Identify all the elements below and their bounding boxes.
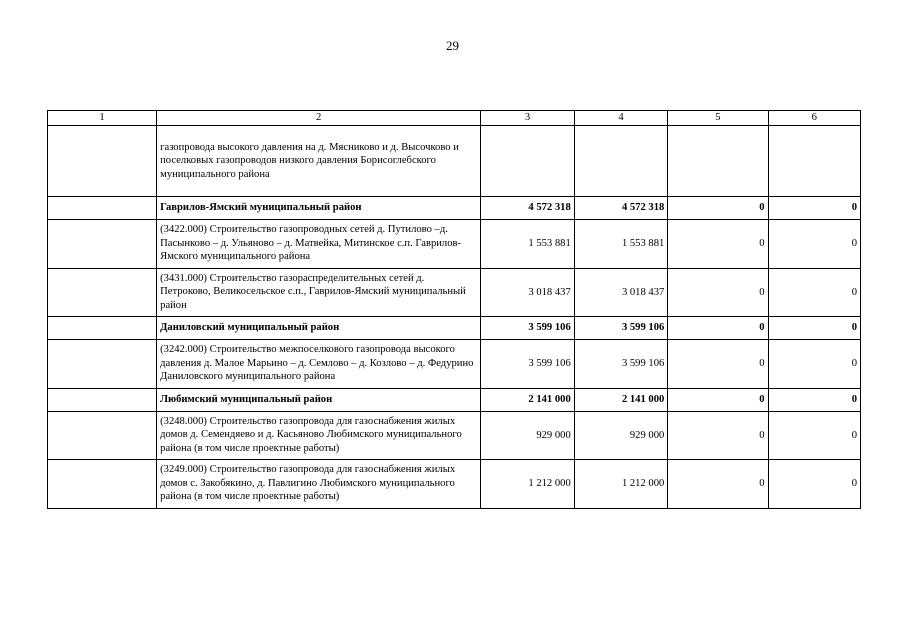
cell-number [48,197,157,220]
cell-number [48,126,157,197]
table-body [48,126,861,509]
cell-amount: 4 572 318 [574,197,668,220]
table-row [48,126,861,197]
cell-amount: 1 553 881 [481,220,575,269]
cell-amount: 0 [768,268,860,317]
table-subtotal-row [48,317,861,340]
cell-number [48,388,157,411]
cell-amount: 3 599 106 [481,317,575,340]
cell-amount [481,126,575,197]
cell-description: (3431.000) Строительство газораспределительных сетей д. Петроково, Великосельское с.п., Гаврилов-Ямский муниципальный район [157,268,481,317]
cell-amount: 0 [768,220,860,269]
cell-amount: 3 018 437 [574,268,668,317]
cell-amount: 929 000 [481,411,575,460]
cell-number [48,268,157,317]
cell-amount: 0 [768,317,860,340]
cell-amount: 1 212 000 [481,460,575,509]
table-row [48,460,861,509]
cell-amount: 0 [768,340,860,389]
cell-description: (3422.000) Строительство газопроводных сетей д. Путилово –д. Пасынково – д. Ульяново – д. Матвейка, Митинское с.п. Гаврилов-Ямского муниципального района [157,220,481,269]
cell-amount: 0 [668,197,768,220]
cell-number [48,340,157,389]
cell-description: Гаврилов-Ямский муниципальный район [157,197,481,220]
table-row [48,340,861,389]
budget-table [47,110,861,509]
cell-amount: 3 599 106 [481,340,575,389]
cell-description: (3249.000) Строительство газопровода для газоснабжения жилых домов с. Закобякино, д. Павлигино Любимского муниципального района (в том числе проектные работы) [157,460,481,509]
column-header: 1 [48,111,157,126]
table-subtotal-row [48,197,861,220]
cell-description: (3242.000) Строительство межпоселкового газопровода высокого давления д. Малое Марьино – д. Семлово – д. Козлово – д. Федурино Даниловского муниципального района [157,340,481,389]
cell-number [48,317,157,340]
table-row [48,220,861,269]
table-row [48,411,861,460]
column-header: 6 [768,111,860,126]
column-header: 2 [157,111,481,126]
cell-description: Любимский муниципальный район [157,388,481,411]
cell-number [48,460,157,509]
cell-amount [768,126,860,197]
column-header: 4 [574,111,668,126]
cell-amount: 929 000 [574,411,668,460]
cell-amount: 0 [668,317,768,340]
cell-amount: 3 599 106 [574,340,668,389]
cell-amount: 2 141 000 [574,388,668,411]
cell-amount: 0 [668,411,768,460]
cell-number [48,411,157,460]
table-header-row [48,111,861,126]
cell-amount: 0 [668,460,768,509]
cell-amount: 0 [768,388,860,411]
cell-description: Даниловский муниципальный район [157,317,481,340]
cell-amount: 0 [768,411,860,460]
cell-amount [668,126,768,197]
cell-amount: 0 [668,340,768,389]
table-row [48,268,861,317]
cell-amount: 0 [668,268,768,317]
cell-amount: 3 599 106 [574,317,668,340]
cell-description: (3248.000) Строительство газопровода для газоснабжения жилых домов д. Семендяево и д. Касьяново Любимского муниципального района (в том числе проектные работы) [157,411,481,460]
cell-amount: 0 [768,460,860,509]
column-header: 5 [668,111,768,126]
cell-amount: 4 572 318 [481,197,575,220]
cell-amount: 0 [768,197,860,220]
cell-amount: 0 [668,388,768,411]
cell-amount: 3 018 437 [481,268,575,317]
cell-number [48,220,157,269]
table-subtotal-row [48,388,861,411]
cell-amount: 2 141 000 [481,388,575,411]
cell-description: газопровода высокого давления на д. Мясниково и д. Высочково и поселковых газопроводов низкого давления Борисоглебского муниципального района [157,126,481,197]
cell-amount: 0 [668,220,768,269]
cell-amount: 1 553 881 [574,220,668,269]
cell-amount [574,126,668,197]
column-header: 3 [481,111,575,126]
page-number: 29 [446,38,459,53]
cell-amount: 1 212 000 [574,460,668,509]
